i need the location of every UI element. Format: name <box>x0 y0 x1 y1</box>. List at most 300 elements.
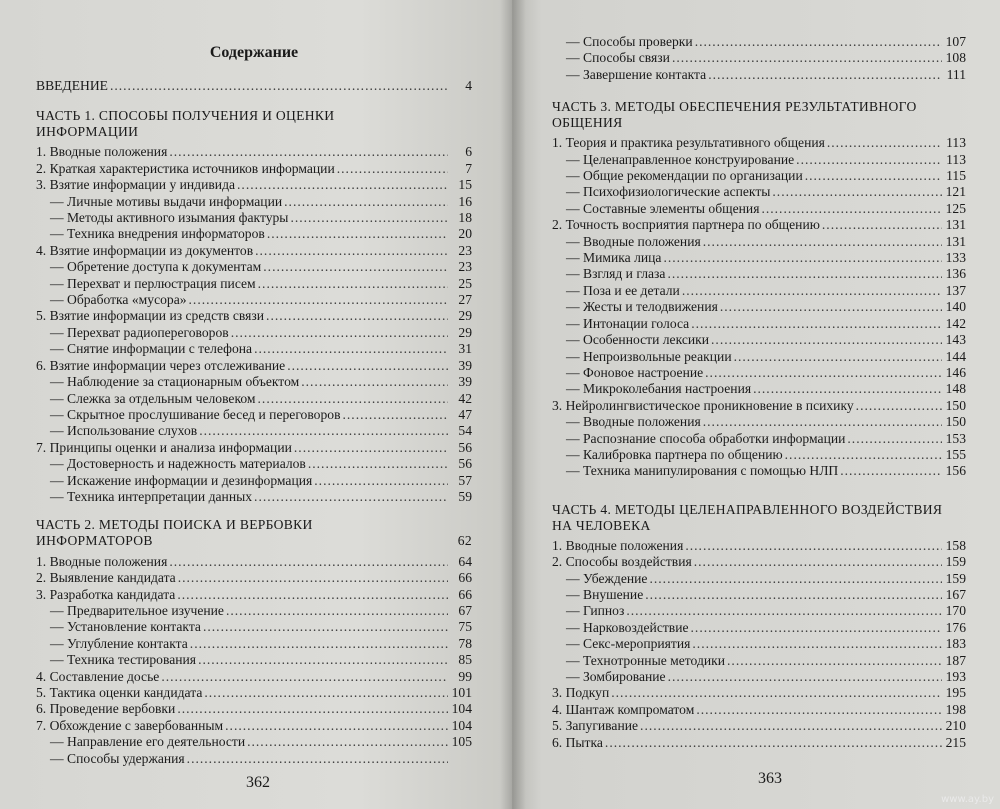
part-2-heading <box>36 517 472 549</box>
toc-entry <box>36 374 472 390</box>
leader-dots <box>772 184 942 200</box>
toc-entry <box>36 440 472 456</box>
toc-entry-label: — Углубление контакта <box>36 636 188 652</box>
toc-entry-label: — Обработка «мусора» <box>36 292 187 308</box>
toc-entry-label: 1. Вводные положения <box>552 537 684 553</box>
toc-entry-page: 131 <box>945 233 966 249</box>
toc-entry <box>552 381 966 397</box>
page-number-left: 362 <box>246 774 270 791</box>
toc-entry <box>552 135 966 151</box>
toc-entry-page: 59 <box>458 488 472 504</box>
toc-entry-label: — Способы удержания <box>36 751 185 767</box>
toc-entry <box>552 735 966 751</box>
toc-entry-page: 215 <box>945 734 966 750</box>
leader-dots <box>645 587 942 603</box>
part-heading-row <box>36 533 472 549</box>
toc-entry-label: — Жесты и телодвижения <box>552 299 718 315</box>
toc-entry <box>552 168 966 184</box>
leader-dots <box>266 308 448 324</box>
toc-entry-page: 153 <box>945 430 966 446</box>
leader-dots <box>187 751 448 767</box>
toc-entry-label: — Слежка за отдельным человеком <box>36 391 256 407</box>
toc-entry-page: 108 <box>945 50 966 66</box>
toc-entry-label: 5. Тактика оценки кандидата <box>36 685 203 700</box>
toc-entry-label: — Использование слухов <box>36 423 197 439</box>
toc-entry-page: 158 <box>945 537 966 553</box>
toc-entry-page: 159 <box>945 570 966 586</box>
toc-entry-page: 6 <box>465 144 472 160</box>
toc-entry <box>36 456 472 472</box>
leader-dots <box>822 217 942 233</box>
toc-entry-page: 113 <box>946 135 966 151</box>
toc-entry-label: — Поза и ее детали <box>552 283 680 299</box>
toc-entry-label: 5. Запугивание <box>552 718 639 734</box>
leader-dots <box>169 554 448 570</box>
carry-over-list <box>552 34 966 83</box>
toc-entry-page: 31 <box>458 341 472 357</box>
leader-dots <box>226 603 448 619</box>
toc-entry-page: 133 <box>945 250 966 266</box>
part-heading-line: ИНФОРМАТОРОВ <box>36 533 153 549</box>
leader-dots <box>727 653 942 669</box>
toc-entry-label: — Микроколебания настроения <box>552 381 751 397</box>
part-2-list <box>36 554 472 767</box>
leader-dots <box>703 414 942 430</box>
toc-entry-label: — Снятие информации с телефона <box>36 341 252 357</box>
leader-dots <box>668 669 942 685</box>
toc-entry <box>36 570 472 586</box>
toc-entry-page: 183 <box>945 636 966 652</box>
leader-dots <box>110 78 448 94</box>
leader-dots <box>258 276 448 292</box>
leader-dots <box>708 67 942 83</box>
toc-entry-page: 105 <box>451 734 472 750</box>
leader-dots <box>705 365 942 381</box>
toc-entry-label: 3. Нейролингвистическое проникновение в психику <box>552 397 854 413</box>
leader-dots <box>231 325 448 341</box>
toc-entry-label: — Общие рекомендации по организации <box>552 168 803 184</box>
leader-dots <box>177 701 448 717</box>
part-heading-line: ЧАСТЬ 3. МЕТОДЫ ОБЕСПЕЧЕНИЯ РЕЗУЛЬТАТИВНОГО <box>552 99 917 115</box>
toc-entry-page: 104 <box>451 701 472 717</box>
toc-entry-page: 144 <box>945 348 966 364</box>
toc-entry <box>552 283 966 299</box>
leader-dots <box>685 538 942 554</box>
toc-entry-page: 156 <box>945 463 966 479</box>
toc-entry <box>552 201 966 217</box>
toc-entry <box>552 332 966 348</box>
leader-dots <box>640 718 942 734</box>
leader-dots <box>247 734 448 750</box>
leader-dots <box>337 161 448 177</box>
toc-entry <box>552 636 966 652</box>
leader-dots <box>284 194 448 210</box>
toc-entry-label: — Фоновое настроение <box>552 365 703 381</box>
toc-entry <box>552 349 966 365</box>
leader-dots <box>343 407 449 423</box>
toc-entry-page: 39 <box>458 374 472 390</box>
toc-entry <box>36 685 472 701</box>
toc-entry-page: 16 <box>458 193 472 209</box>
toc-entry-page: 136 <box>945 266 966 282</box>
toc-entry-page: 198 <box>945 701 966 717</box>
leader-dots <box>753 381 942 397</box>
toc-entry-label: — Психофизиологические аспекты <box>552 184 770 200</box>
leader-dots <box>190 636 448 652</box>
leader-dots <box>667 266 942 282</box>
part-heading-line: ЧАСТЬ 1. СПОСОБЫ ПОЛУЧЕНИЯ И ОЦЕНКИ <box>36 108 335 124</box>
toc-entry-label: 3. Разработка кандидата <box>36 586 176 602</box>
toc-entry-label: — Методы активного изымания фактуры <box>36 210 288 226</box>
toc-entry-page: 23 <box>458 242 472 258</box>
toc-entry <box>36 407 472 423</box>
toc-entry <box>552 669 966 685</box>
leader-dots <box>649 571 942 587</box>
toc-entry-label: — Целенаправленное конструирование <box>552 152 794 168</box>
toc-entry-page: 104 <box>451 717 472 733</box>
toc-entry <box>552 463 966 479</box>
toc-entry-page: 47 <box>458 406 472 422</box>
toc-entry <box>36 489 472 505</box>
toc-title: Содержание <box>209 44 299 61</box>
leader-dots <box>254 341 448 357</box>
left-toc-column <box>36 44 472 767</box>
toc-entry-page: 167 <box>945 586 966 602</box>
part-heading-line: ОБЩЕНИЯ <box>552 115 623 131</box>
toc-entry-page: 75 <box>458 619 472 635</box>
leader-dots <box>692 636 942 652</box>
toc-entry-page: 27 <box>458 292 472 308</box>
toc-entry-label: 4. Шантаж компроматом <box>552 701 695 717</box>
leader-dots <box>711 332 942 348</box>
right-toc-column <box>552 34 966 751</box>
leader-dots <box>734 349 942 365</box>
part-heading-line: ЧАСТЬ 2. МЕТОДЫ ПОИСКА И ВЕРБОВКИ <box>36 517 313 533</box>
toc-entry-page: 115 <box>946 168 966 184</box>
toc-entry-page: 66 <box>458 586 472 602</box>
toc-entry-page: 148 <box>945 381 966 397</box>
toc-entry <box>552 603 966 619</box>
toc-entry-label: 6. Взятие информации через отслеживание <box>36 357 286 373</box>
part-heading-line: НА ЧЕЛОВЕКА <box>552 517 651 533</box>
leader-dots <box>203 619 448 635</box>
leader-dots <box>796 152 942 168</box>
toc-entry-label: 2. Способы воздействия <box>552 554 692 570</box>
toc-entry <box>36 423 472 439</box>
toc-entry <box>552 250 966 266</box>
toc-entry-label: 1. Вводные положения <box>36 553 168 569</box>
leader-dots <box>308 456 448 472</box>
toc-entry-page: 137 <box>945 282 966 298</box>
toc-entry-page: 29 <box>458 308 472 324</box>
toc-entry-label: 2. Краткая характеристика источников информации <box>36 160 335 176</box>
toc-entry <box>36 194 472 210</box>
toc-entry <box>36 144 472 160</box>
page-number-right: 363 <box>758 770 782 787</box>
toc-entry <box>552 538 966 554</box>
toc-entry-page: 113 <box>946 151 966 167</box>
toc-entry-page: 159 <box>945 554 966 570</box>
leader-dots <box>761 201 942 217</box>
toc-entry-label: — Вводные положения <box>552 414 701 430</box>
toc-entry <box>36 341 472 357</box>
toc-entry <box>552 620 966 636</box>
part-heading-line: ЧАСТЬ 4. МЕТОДЫ ЦЕЛЕНАПРАВЛЕННОГО ВОЗДЕЙСТВИЯ <box>552 501 943 517</box>
toc-entry-label: — Перехват и перлюстрация писем <box>36 276 256 292</box>
toc-entry-page: 143 <box>945 332 966 348</box>
leader-dots <box>611 685 942 701</box>
toc-entry <box>36 358 472 374</box>
leader-dots <box>720 299 942 315</box>
toc-entry-page: 42 <box>458 390 472 406</box>
toc-entry-label: — Направление его деятельности <box>36 734 245 750</box>
toc-entry <box>552 718 966 734</box>
toc-entry <box>552 67 966 83</box>
leader-dots <box>294 440 448 456</box>
toc-entry <box>552 414 966 430</box>
toc-entry-page: 25 <box>458 275 472 291</box>
leader-dots <box>199 423 448 439</box>
toc-entry-page: 121 <box>945 184 966 200</box>
toc-entry <box>36 292 472 308</box>
toc-entry-label: — Способы связи <box>552 50 670 66</box>
toc-entry <box>552 50 966 66</box>
toc-entry <box>552 685 966 701</box>
toc-entry <box>36 325 472 341</box>
toc-entry <box>36 177 472 193</box>
toc-entry-page: 64 <box>458 553 472 569</box>
leader-dots <box>198 652 448 668</box>
toc-entry-label: — Непроизвольные реакции <box>552 349 732 365</box>
toc-entry-page: 176 <box>945 619 966 635</box>
toc-entry <box>36 603 472 619</box>
toc-entry-page: 142 <box>945 315 966 331</box>
toc-entry <box>36 226 472 242</box>
leader-dots <box>840 463 942 479</box>
leader-dots <box>255 243 448 259</box>
leader-dots <box>169 144 448 160</box>
toc-entry <box>552 299 966 315</box>
toc-entry-page: 155 <box>945 446 966 462</box>
toc-entry <box>36 619 472 635</box>
part-1-list <box>36 144 472 505</box>
toc-entry-label: — Техника интерпретации данных <box>36 489 252 505</box>
leader-dots <box>691 316 942 332</box>
toc-entry-page: 54 <box>458 423 472 439</box>
toc-entry-label: — Секс-мероприятия <box>552 636 690 652</box>
part-heading-line: ИНФОРМАЦИИ <box>36 124 139 140</box>
toc-entry-page: 193 <box>945 669 966 684</box>
toc-entry-page: 23 <box>458 259 472 275</box>
toc-entry-label: — Достоверность и надежность материалов <box>36 456 306 472</box>
toc-entry-label: — Распознание способа обработки информации <box>552 431 845 447</box>
part-1-heading <box>36 108 472 140</box>
toc-entry-label: — Зомбирование <box>552 669 666 685</box>
part-4-list <box>552 538 966 751</box>
toc-entry-label: — Личные мотивы выдачи информации <box>36 194 282 210</box>
toc-entry <box>36 259 472 275</box>
leader-dots <box>178 570 448 586</box>
leader-dots <box>290 210 448 226</box>
toc-entry-label: — Калибровка партнера по общению <box>552 447 783 463</box>
leader-dots <box>267 226 448 242</box>
toc-entry-label: 6. Проведение вербовки <box>36 701 176 717</box>
toc-entry-label: — Составные элементы общения <box>552 201 759 217</box>
toc-entry-page: 107 <box>945 34 966 49</box>
leader-dots <box>301 374 448 390</box>
toc-entry-label: 2. Точность восприятия партнера по общению <box>552 217 820 233</box>
toc-entry <box>552 217 966 233</box>
leader-dots <box>189 292 448 308</box>
watermark: www.ay.by <box>941 794 994 805</box>
toc-entry-label: 1. Вводные положения <box>36 144 168 160</box>
toc-entry-label: — Наблюдение за стационарным объектом <box>36 374 299 390</box>
toc-entry-page: 140 <box>945 299 966 315</box>
toc-entry-page: 67 <box>458 602 472 618</box>
toc-entry <box>36 554 472 570</box>
toc-entry-page: 150 <box>945 397 966 413</box>
leader-dots <box>663 250 942 266</box>
toc-entry <box>552 234 966 250</box>
toc-entry-label: 7. Обхождение с завербованным <box>36 717 224 733</box>
part-3-heading <box>552 99 966 131</box>
toc-entry <box>552 365 966 381</box>
toc-entry-label: 4. Составление досье <box>36 668 160 684</box>
leader-dots <box>703 234 942 250</box>
toc-entry-page: 56 <box>458 439 472 455</box>
toc-entry-page: 18 <box>458 210 472 226</box>
toc-entry <box>36 734 472 750</box>
toc-entry <box>36 161 472 177</box>
toc-entry-label: — Вводные положения <box>552 234 701 250</box>
toc-entry-label: — Интонации голоса <box>552 316 689 332</box>
toc-entry <box>36 669 472 685</box>
toc-entry <box>36 636 472 652</box>
leader-dots <box>177 587 448 603</box>
toc-entry <box>552 653 966 669</box>
toc-entry <box>36 652 472 668</box>
toc-entry <box>36 587 472 603</box>
toc-entry-page: 62 <box>457 533 472 549</box>
toc-entry <box>36 391 472 407</box>
toc-entry-label: — Перехват радиопереговоров <box>36 325 229 341</box>
toc-entry <box>552 316 966 332</box>
toc-entry <box>552 266 966 282</box>
leader-dots <box>696 702 942 718</box>
toc-entry-label: — Техника манипулирования с помощью НЛП <box>552 463 838 479</box>
toc-entry-page: 210 <box>945 718 966 734</box>
toc-entry-label: — Техника внедрения информаторов <box>36 226 265 242</box>
toc-entry-label: — Способы проверки <box>552 34 693 50</box>
leader-dots <box>672 50 942 66</box>
toc-entry-page: 39 <box>458 357 472 373</box>
toc-entry-page: 4 <box>465 78 472 93</box>
toc-entry-label: — Особенности лексики <box>552 332 709 348</box>
toc-entry-page: 20 <box>458 226 472 242</box>
toc-entry <box>36 308 472 324</box>
leader-dots <box>314 473 448 489</box>
toc-entry-label: ВВЕДЕНИЕ <box>36 78 108 93</box>
toc-entry <box>552 152 966 168</box>
toc-entry-label: — Нарковоздействие <box>552 620 689 636</box>
toc-entry-page: 170 <box>945 603 966 619</box>
leader-dots <box>694 554 942 570</box>
toc-entry-label: — Взгляд и глаза <box>552 266 665 282</box>
toc-entry-page: 85 <box>458 652 472 668</box>
leader-dots <box>827 135 942 151</box>
toc-entry <box>36 751 472 767</box>
leader-dots <box>626 603 942 619</box>
leader-dots <box>161 669 448 685</box>
toc-entry <box>552 398 966 414</box>
toc-entry <box>36 718 472 734</box>
toc-entry-label: — Внушение <box>552 587 643 603</box>
toc-entry-page: 101 <box>451 685 472 700</box>
leader-dots <box>263 259 448 275</box>
toc-entry-label: — Завершение контакта <box>552 67 706 83</box>
toc-entry-label: 7. Принципы оценки и анализа информации <box>36 439 292 455</box>
toc-entry-label: 3. Подкуп <box>552 685 610 701</box>
toc-entry-page: 7 <box>465 160 472 176</box>
toc-entry-label: — Мимика лица <box>552 250 661 266</box>
leader-dots <box>805 168 942 184</box>
leader-dots <box>691 620 942 636</box>
leader-dots <box>856 398 942 414</box>
toc-entry-label: 2. Выявление кандидата <box>36 570 176 586</box>
leader-dots <box>254 489 448 505</box>
leader-dots <box>237 177 448 193</box>
leader-dots <box>225 718 448 734</box>
toc-entry <box>36 701 472 717</box>
leader-dots <box>605 735 942 751</box>
toc-entry-page: 99 <box>458 668 472 684</box>
toc-entry-label: — Технотронные методики <box>552 653 725 669</box>
leader-dots <box>847 431 942 447</box>
toc-entry-page: 146 <box>945 364 966 380</box>
toc-entry-page: 15 <box>458 177 472 193</box>
toc-entry <box>552 554 966 570</box>
toc-entry <box>552 447 966 463</box>
part-3-list <box>552 135 966 480</box>
toc-entry <box>552 571 966 587</box>
toc-entry <box>36 473 472 489</box>
toc-entry-label: — Техника тестирования <box>36 652 196 668</box>
toc-entry-intro <box>36 78 472 94</box>
toc-entry-page: 111 <box>946 66 966 82</box>
toc-entry <box>552 431 966 447</box>
toc-entry-page: 125 <box>945 200 966 216</box>
toc-entry-label: 3. Взятие информации у индивида <box>36 177 236 193</box>
toc-entry-page: 56 <box>458 456 472 472</box>
toc-entry <box>552 184 966 200</box>
leader-dots <box>204 685 448 701</box>
toc-entry-page: 195 <box>945 685 966 701</box>
leader-dots <box>287 358 448 374</box>
toc-entry <box>552 587 966 603</box>
leader-dots <box>682 283 942 299</box>
toc-entry-label: — Искажение информации и дезинформация <box>36 473 312 489</box>
toc-entry-page: 29 <box>458 324 472 340</box>
toc-entry <box>36 243 472 259</box>
toc-entry-label: 5. Взятие информации из средств связи <box>36 308 265 324</box>
toc-entry-label: — Гипноз <box>552 603 624 619</box>
leader-dots <box>785 447 942 463</box>
book-spine-shadow <box>500 0 526 809</box>
toc-entry-page: 57 <box>458 472 472 488</box>
part-4-heading <box>552 502 966 534</box>
leader-dots <box>695 34 942 50</box>
leader-dots <box>258 391 448 407</box>
